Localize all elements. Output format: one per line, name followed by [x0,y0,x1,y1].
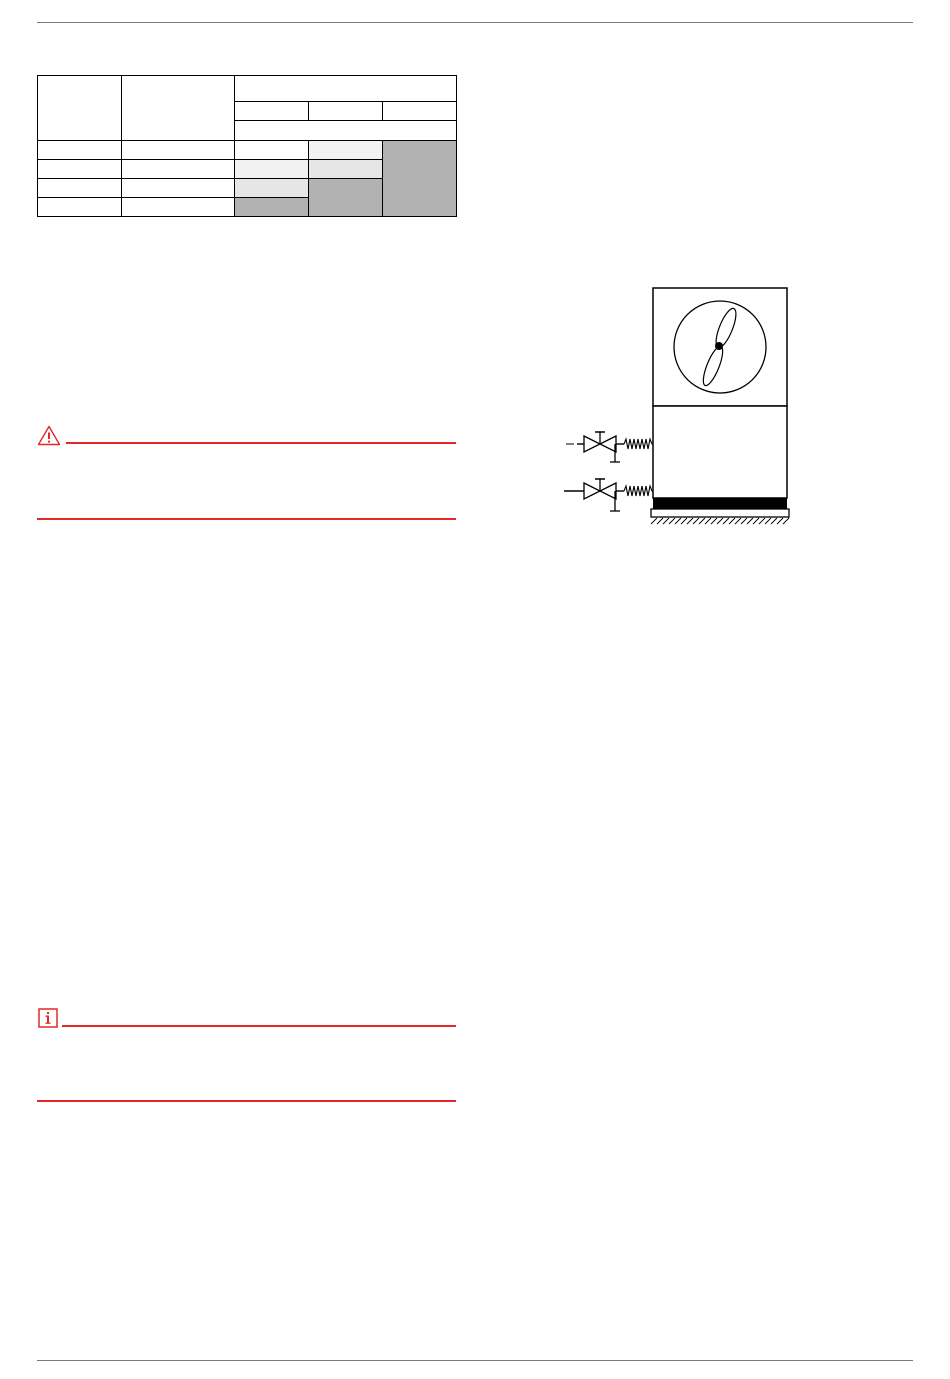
table-row [38,76,457,102]
table-cell [122,198,235,217]
table-cell-shaded [309,141,383,160]
valve-icon [564,479,624,511]
footer-rule [37,1360,913,1361]
table-cell [122,179,235,198]
table-cell [122,141,235,160]
ground-hatching [651,518,789,524]
info-notice-bottom-rule [37,1100,456,1102]
table-cell-shaded [309,160,383,179]
table-cell [235,141,309,160]
valve-icon [566,432,624,462]
lower-cabinet [653,406,787,498]
warning-notice-bottom-rule [37,518,456,520]
header-rule [37,22,913,23]
table-header-cell [235,121,457,141]
table-header-cell [38,76,122,141]
info-notice-top-rule [62,1025,456,1027]
table-header-cell [235,76,457,102]
table-cell-shaded [235,179,309,198]
table-row [38,141,457,160]
spec-table [37,75,457,217]
table-header-cell [235,102,309,121]
table-header-cell [122,76,235,141]
base-frame [651,509,789,517]
table-cell [38,198,122,217]
table-cell [122,160,235,179]
warning-triangle-icon [37,425,61,446]
table-cell-shaded [235,198,309,217]
table-cell-shaded [309,179,383,217]
table-cell [38,141,122,160]
table-cell [38,160,122,179]
table-cell-shaded [235,160,309,179]
outdoor-unit-diagram [560,286,792,536]
flexible-hose-icon [624,486,653,496]
flexible-hose-icon [624,439,653,449]
table-cell [38,179,122,198]
table-header-cell [383,102,457,121]
info-icon [38,1008,58,1028]
base-block [653,498,787,509]
table-cell-shaded [383,141,457,217]
warning-notice-top-rule [66,442,456,444]
table-header-cell [309,102,383,121]
